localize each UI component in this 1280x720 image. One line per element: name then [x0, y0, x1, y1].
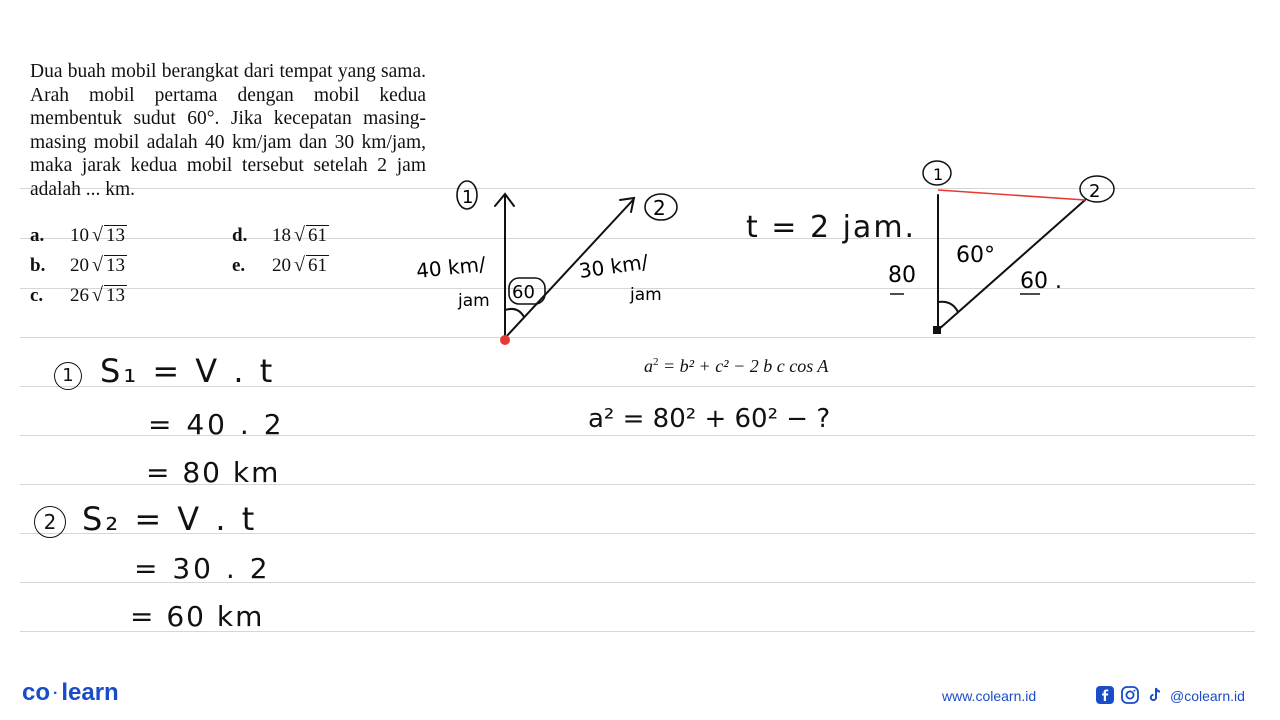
option-coef: 20 [70, 255, 89, 276]
origin-point [500, 335, 510, 345]
option-radicand: 13 [105, 255, 125, 276]
work1-line3: = 80 km [146, 456, 281, 489]
logo-right: learn [61, 679, 119, 706]
cosine-rule-rhs: = b² + c² − 2 b c cos A [663, 356, 829, 376]
work2-mark: 2 [34, 506, 66, 538]
sqrt-icon: √ [92, 224, 103, 246]
car1-mark: 1 [462, 187, 474, 208]
cosine-rule-exponent: 2 [653, 356, 659, 368]
option-coef: 10 [70, 225, 89, 246]
option-label: b. [30, 255, 46, 276]
speed2-label: 30 km/ [577, 249, 650, 283]
speed1-label: 40 km/ [415, 251, 487, 283]
work1-mark: 1 [54, 362, 82, 390]
work2-line2: = 30 . 2 [134, 552, 271, 585]
side1-label: 80 [888, 263, 916, 288]
logo-dot-icon: · [53, 684, 59, 702]
instagram-icon[interactable] [1121, 686, 1139, 704]
cosine-rule [644, 356, 828, 377]
angle-arc [938, 302, 958, 312]
angle-label: 60 [512, 282, 535, 303]
option-coef: 18 [272, 225, 291, 246]
speed1-unit: jam [458, 291, 490, 311]
sqrt-icon: √ [92, 284, 103, 306]
option-label: a. [30, 225, 45, 246]
car1-mark: 1 [933, 165, 944, 184]
cosine-rule-lhs: a [644, 356, 653, 376]
logo-left: co [22, 679, 51, 706]
distance-side [938, 190, 1085, 200]
option-radicand: 13 [105, 285, 125, 306]
angle-arc [505, 309, 524, 317]
problem-statement: Dua buah mobil berangkat dari tempat yang sama. Arah mobil pertama dengan mobil kedua membentuk sudut 60°. Jika kecepatan masing-masing mobil adalah 40 km/jam dan 30 km/jam, maka jarak kedua mobil tersebut setelah 2 jam adalah ... km. [30, 61, 426, 200]
option-radicand: 61 [307, 225, 327, 246]
option-a [30, 224, 127, 247]
time-note: t = 2 jam. [746, 210, 917, 245]
option-radicand: 13 [105, 225, 125, 246]
option-c [30, 284, 127, 307]
option-label: e. [232, 255, 246, 276]
option-coef: 26 [70, 285, 89, 306]
option-d [232, 224, 329, 247]
origin-point [933, 326, 941, 334]
sqrt-icon: √ [92, 254, 103, 276]
sqrt-icon: √ [294, 254, 305, 276]
colearn-logo [22, 679, 119, 707]
cosine-substitution: a² = 80² + 60² − ? [588, 404, 831, 434]
vector-sketch [400, 160, 720, 360]
work1-line1: S₁ = V . t [100, 352, 276, 390]
facebook-icon[interactable] [1096, 686, 1114, 704]
work1-line2: = 40 . 2 [148, 408, 285, 441]
car2-mark: 2 [1089, 181, 1101, 202]
angle-label: 60° [956, 243, 995, 268]
sqrt-icon: √ [294, 224, 305, 246]
option-e [232, 254, 329, 277]
option-label: d. [232, 225, 248, 246]
option-radicand: 61 [307, 255, 327, 276]
option-label: c. [30, 285, 44, 306]
work2-line1: S₂ = V . t [82, 500, 258, 538]
work2-line3: = 60 km [130, 600, 265, 633]
car2-mark: 2 [653, 196, 666, 220]
option-coef: 20 [272, 255, 291, 276]
speed2-unit: jam [630, 285, 662, 305]
footer-website[interactable]: www.colearn.id [942, 688, 1037, 704]
side2-label: 60 . [1020, 269, 1062, 294]
option-b [30, 254, 127, 277]
tiktok-icon[interactable] [1146, 686, 1164, 704]
footer-handle[interactable]: @colearn.id [1170, 688, 1245, 704]
triangle-sketch [860, 150, 1140, 350]
